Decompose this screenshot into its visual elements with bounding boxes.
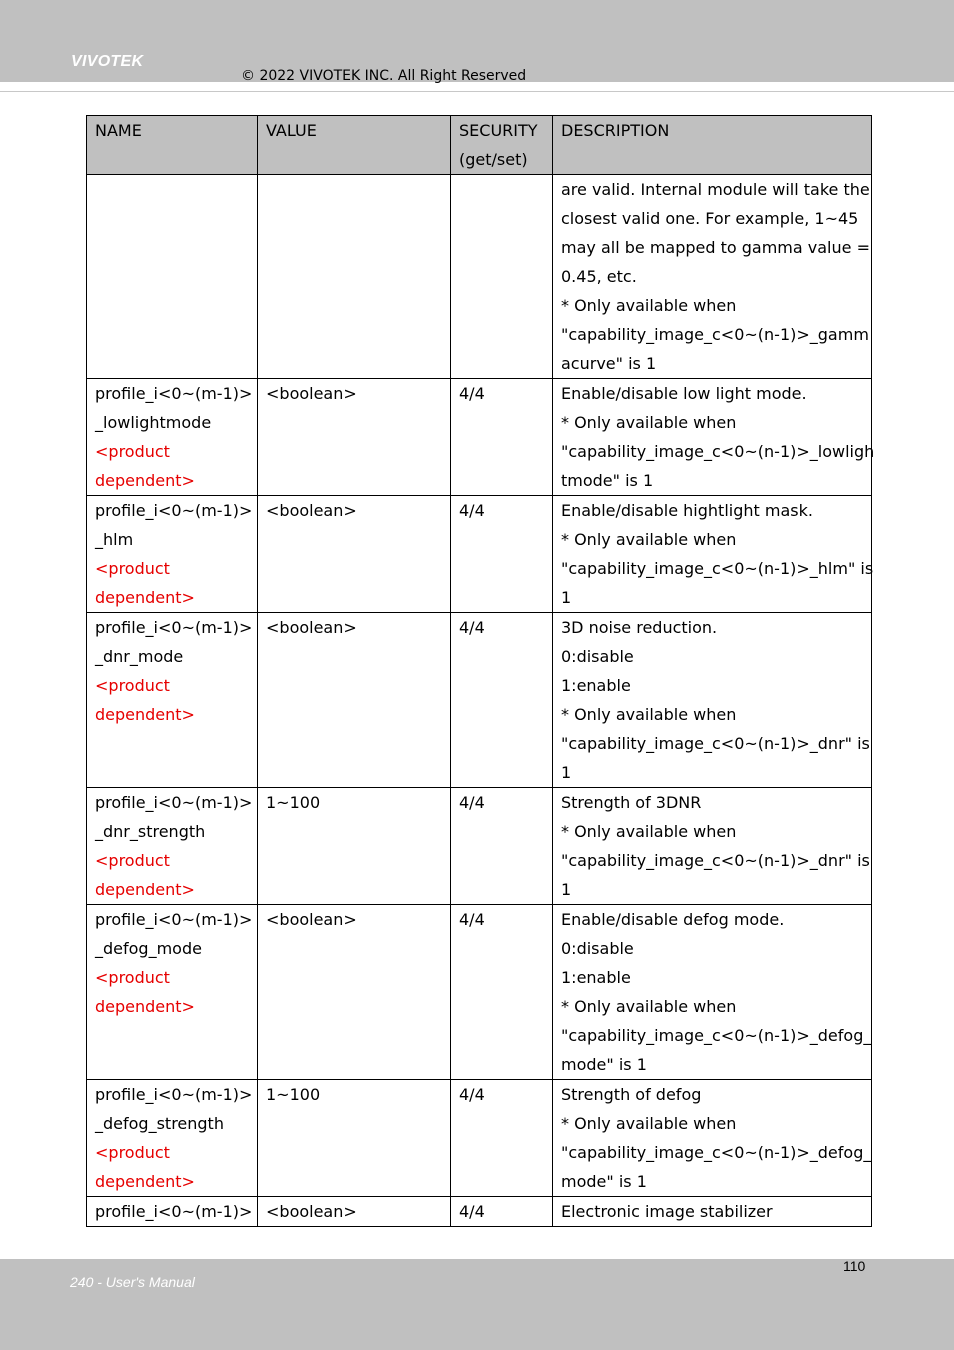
description-line: Electronic image stabilizer [561,1202,773,1221]
parameter-value: 1~100 [266,793,321,812]
parameter-name-line: profile_i<0~(m-1)> [95,1085,253,1104]
cell-name [87,613,258,788]
product-dependent-note: dependent> [95,471,195,490]
product-dependent-note: <product [95,676,170,695]
description-line: mode" is 1 [561,1172,647,1191]
description-line: may all be mapped to gamma value = [561,238,870,257]
parameter-name-line: profile_i<0~(m-1)> [95,501,253,520]
description-line: "capability_image_c<0~(n-1)>_dnr" is [561,851,870,870]
cell-security [451,905,553,1080]
brand-logo-text: VIVOTEK [71,53,144,70]
description-line: mode" is 1 [561,1055,647,1074]
description-line: * Only available when [561,413,737,432]
cell-value [258,175,451,379]
cell-value [258,496,451,613]
product-dependent-note: <product [95,851,170,870]
product-dependent-note: <product [95,968,170,987]
parameter-name-line: profile_i<0~(m-1)> [95,910,253,929]
cell-description [553,905,872,1080]
cell-security [451,788,553,905]
product-dependent-note: dependent> [95,588,195,607]
cell-description [553,496,872,613]
parameter-name-line: _hlm [95,530,134,549]
table-body [87,175,875,1227]
cell-name [87,1197,258,1227]
description-line: * Only available when [561,822,737,841]
description-line: * Only available when [561,1114,737,1133]
cell-security [451,496,553,613]
security-level: 4/4 [459,501,485,520]
cell-value [258,788,451,905]
cell-name [87,1080,258,1197]
parameter-name-line: _defog_strength [95,1114,224,1133]
description-line: acurve" is 1 [561,354,657,373]
table-row [87,175,872,379]
table-row [87,496,872,613]
description-line: "capability_image_c<0~(n-1)>_defog_ [561,1143,872,1162]
security-level: 4/4 [459,1202,485,1221]
cell-name [87,788,258,905]
cell-name [87,379,258,496]
copyright-text: © 2022 VIVOTEK INC. All Right Reserved [241,68,527,84]
footer-band [0,1259,954,1350]
description-line: 1 [561,588,572,607]
description-line: "capability_image_c<0~(n-1)>_gamm [561,325,869,344]
description-line: are valid. Internal module will take the [561,180,870,199]
description-line: * Only available when [561,530,737,549]
cell-security [451,175,553,379]
description-line: 0.45, etc. [561,267,637,286]
product-dependent-note: dependent> [95,880,195,899]
cell-description [553,1080,872,1197]
description-line: Enable/disable hightlight mask. [561,501,813,520]
description-line: Enable/disable low light mode. [561,384,807,403]
table-row [87,1197,872,1227]
product-dependent-note: <product [95,442,170,461]
table-row [87,905,872,1080]
product-dependent-note: dependent> [95,705,195,724]
description-line: 1:enable [561,676,631,695]
cell-value [258,379,451,496]
product-dependent-note: <product [95,559,170,578]
cell-security [451,1080,553,1197]
cell-name [87,496,258,613]
description-line: "capability_image_c<0~(n-1)>_dnr" is [561,734,870,753]
description-line: 3D noise reduction. [561,618,718,637]
security-level: 4/4 [459,793,485,812]
description-line: "capability_image_c<0~(n-1)>_defog_ [561,1026,872,1045]
column-header-name: NAME [87,116,258,175]
security-level: 4/4 [459,910,485,929]
table-row [87,613,872,788]
description-line: Strength of 3DNR [561,793,702,812]
table-row [87,1080,872,1197]
column-header-value: VALUE [258,116,451,175]
column-header-security: SECURITY (get/set) [451,116,553,175]
parameter-name-line: _defog_mode [95,939,202,958]
page-number: 110 [843,1258,866,1274]
cell-name [87,905,258,1080]
parameter-name-line: _dnr_mode [95,647,184,666]
description-line: 0:disable [561,647,634,666]
description-line: 1 [561,763,572,782]
description-line: tmode" is 1 [561,471,654,490]
security-level: 4/4 [459,384,485,403]
cell-value [258,905,451,1080]
description-line: Enable/disable defog mode. [561,910,785,929]
cell-security [451,1197,553,1227]
parameter-table [86,115,875,1227]
column-header-description: DESCRIPTION [553,116,872,175]
table-row [87,379,872,496]
description-line: * Only available when [561,296,737,315]
description-line: closest valid one. For example, 1~45 [561,209,859,228]
cell-name [87,175,258,379]
description-line: * Only available when [561,997,737,1016]
header-divider [0,91,954,92]
cell-description [553,613,872,788]
description-line: 1:enable [561,968,631,987]
description-line: * Only available when [561,705,737,724]
security-level: 4/4 [459,1085,485,1104]
table-header-row [87,116,872,175]
cell-value [258,613,451,788]
parameter-name-line: profile_i<0~(m-1)> [95,618,253,637]
parameter-table-wrapper [86,115,875,1227]
parameter-value: <boolean> [266,1202,357,1221]
description-line: 1 [561,880,572,899]
security-level: 4/4 [459,618,485,637]
cell-security [451,613,553,788]
parameter-name-line: profile_i<0~(m-1)> [95,1202,253,1221]
description-line: "capability_image_c<0~(n-1)>_lowligh [561,442,875,461]
cell-description [553,379,875,496]
cell-description [553,175,872,379]
cell-security [451,379,553,496]
cell-description [553,1197,872,1227]
product-dependent-note: dependent> [95,997,195,1016]
table-row [87,788,872,905]
description-line: 0:disable [561,939,634,958]
parameter-value: <boolean> [266,501,357,520]
description-line: Strength of defog [561,1085,702,1104]
manual-label: 240 - User's Manual [70,1274,195,1290]
parameter-name-line: _dnr_strength [95,822,206,841]
cell-value [258,1080,451,1197]
parameter-name-line: _lowlightmode [95,413,212,432]
parameter-value: <boolean> [266,910,357,929]
description-line: "capability_image_c<0~(n-1)>_hlm" is [561,559,874,578]
cell-value [258,1197,451,1227]
product-dependent-note: <product [95,1143,170,1162]
parameter-value: <boolean> [266,384,357,403]
cell-description [553,788,872,905]
parameter-value: 1~100 [266,1085,321,1104]
parameter-name-line: profile_i<0~(m-1)> [95,384,253,403]
parameter-name-line: profile_i<0~(m-1)> [95,793,253,812]
product-dependent-note: dependent> [95,1172,195,1191]
parameter-value: <boolean> [266,618,357,637]
